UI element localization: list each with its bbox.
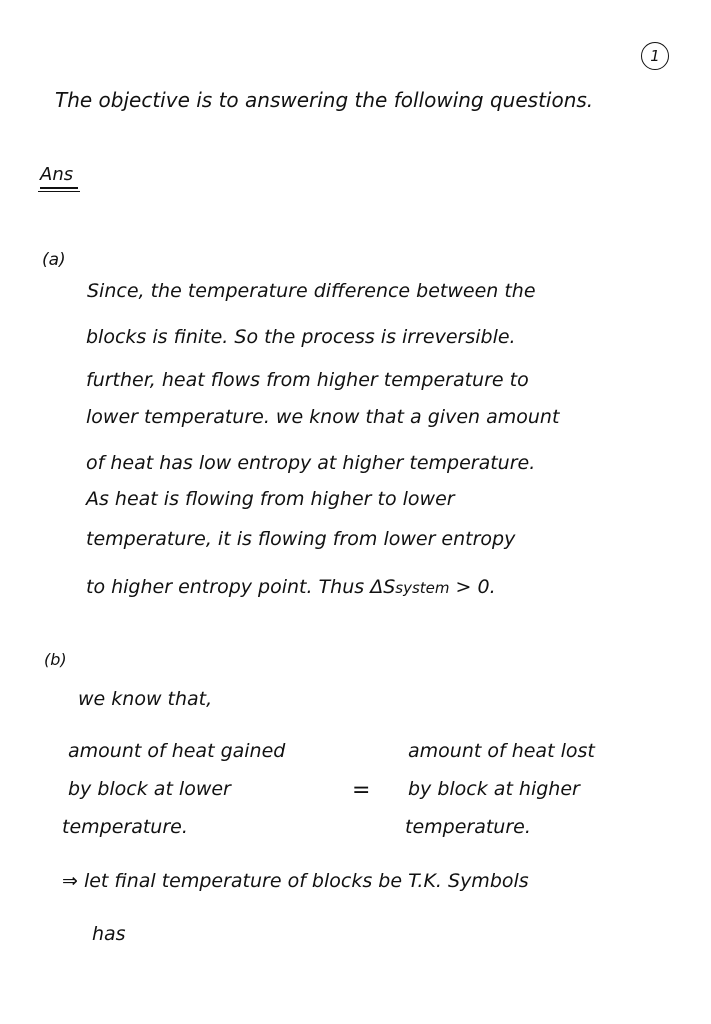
heat-lost-line: by block at higher (408, 778, 580, 800)
heat-lost-line: temperature. (405, 816, 531, 838)
final-temperature-continued: has (92, 923, 126, 945)
heat-gained-line: temperature. (62, 816, 188, 838)
entropy-subscript: system (395, 579, 450, 597)
page-number: 1 (641, 42, 669, 70)
part-b-intro: we know that, (78, 688, 213, 710)
part-a-line: of heat has low entropy at higher temperature. (86, 452, 536, 474)
part-a-line: temperature, it is flowing from lower entropy (86, 528, 516, 550)
heat-gained-line: by block at lower (68, 778, 231, 800)
ans-underline-second (38, 191, 80, 192)
part-a-conclusion-text: to higher entropy point. Thus ΔS (86, 576, 396, 598)
part-a-label: (a) (42, 250, 66, 270)
equals-sign: = (352, 778, 371, 803)
part-a-line: Since, the temperature difference between the (87, 280, 536, 302)
part-a-conclusion (86, 578, 496, 597)
final-temperature-statement: ⇒ let final temperature of blocks be T.K. Symbols (62, 870, 529, 892)
part-a-line: As heat is flowing from higher to lower (86, 488, 455, 510)
part-a-line: further, heat flows from higher temperature to (86, 369, 529, 391)
ans-heading: Ans (40, 164, 74, 185)
heat-gained-line: amount of heat gained (68, 740, 286, 762)
heat-lost-line: amount of heat lost (408, 740, 595, 762)
objective-statement: The objective is to answering the following questions. (55, 88, 594, 112)
part-a-conclusion-end: > 0. (449, 576, 496, 598)
part-b-label: (b) (44, 650, 67, 669)
ans-underline (40, 187, 78, 189)
part-a-line: lower temperature. we know that a given amount (86, 406, 560, 428)
part-a-line: blocks is finite. So the process is irreversible. (86, 326, 516, 348)
